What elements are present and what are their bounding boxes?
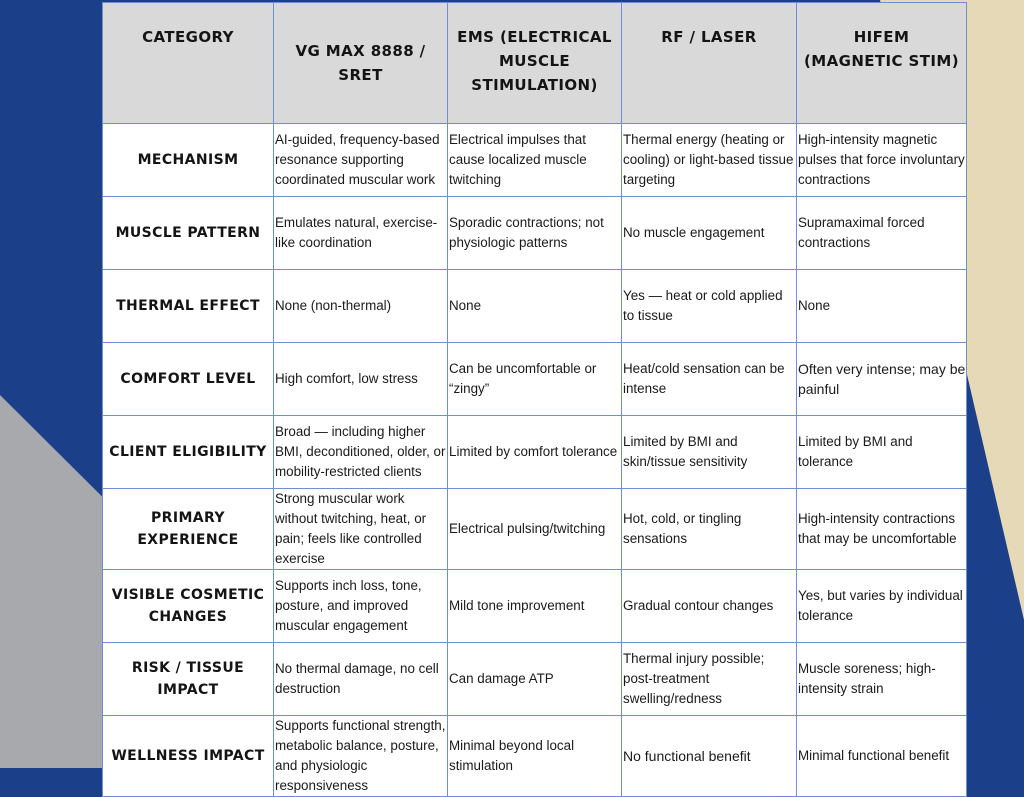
table-cell: High-intensity magnetic pulses that force involuntary contractions	[797, 124, 967, 197]
header-rf-laser: RF / LASER	[622, 3, 797, 124]
table-cell: No thermal damage, no cell destruction	[274, 643, 448, 716]
table-cell: No functional benefit	[622, 716, 797, 797]
table-cell: Minimal functional benefit	[797, 716, 967, 797]
table-cell: Thermal injury possible; post-treatment swelling/redness	[622, 643, 797, 716]
table-cell: High comfort, low stress	[274, 343, 448, 416]
table-cell: Limited by comfort tolerance	[448, 416, 622, 489]
header-ems: EMS (ELECTRICAL MUSCLE STIMULATION)	[448, 3, 622, 124]
header-hifem: HIFEM (MAGNETIC STIM)	[797, 3, 967, 124]
table-cell: Heat/cold sensation can be intense	[622, 343, 797, 416]
row-category: VISIBLE COSMETIC CHANGES	[103, 570, 274, 643]
table-cell: Limited by BMI and tolerance	[797, 416, 967, 489]
table-cell: Supports inch loss, tone, posture, and improved muscular engagement	[274, 570, 448, 643]
row-category: PRIMARY EXPERIENCE	[103, 489, 274, 570]
table-cell: Often very intense; may be painful	[797, 343, 967, 416]
table-cell: Emulates natural, exercise-like coordination	[274, 197, 448, 270]
table-cell: Mild tone improvement	[448, 570, 622, 643]
table-cell: Yes, but varies by individual tolerance	[797, 570, 967, 643]
table-header-row	[103, 3, 967, 124]
table-row	[103, 570, 967, 643]
header-category: CATEGORY	[103, 3, 274, 124]
row-category: RISK / TISSUE IMPACT	[103, 643, 274, 716]
table-cell: AI-guided, frequency-based resonance supporting coordinated muscular work	[274, 124, 448, 197]
table-cell: None (non-thermal)	[274, 270, 448, 343]
row-category: COMFORT LEVEL	[103, 343, 274, 416]
row-category: MECHANISM	[103, 124, 274, 197]
row-category: THERMAL EFFECT	[103, 270, 274, 343]
table-cell: Yes — heat or cold applied to tissue	[622, 270, 797, 343]
comparison-table	[102, 2, 967, 797]
table-row	[103, 416, 967, 489]
table-row	[103, 270, 967, 343]
table-cell: No muscle engagement	[622, 197, 797, 270]
row-category: CLIENT ELIGIBILITY	[103, 416, 274, 489]
table-cell: Sporadic contractions; not physiologic patterns	[448, 197, 622, 270]
table-cell: Limited by BMI and skin/tissue sensitivity	[622, 416, 797, 489]
row-category: WELLNESS IMPACT	[103, 716, 274, 797]
table-cell: Electrical pulsing/twitching	[448, 489, 622, 570]
table-row	[103, 343, 967, 416]
table-row	[103, 489, 967, 570]
header-vg-max: VG MAX 8888 / SRET	[274, 3, 448, 124]
table-cell: Strong muscular work without twitching, heat, or pain; feels like controlled exercise	[274, 489, 448, 570]
table-cell: None	[448, 270, 622, 343]
table-cell: Thermal energy (heating or cooling) or light-based tissue targeting	[622, 124, 797, 197]
table-cell: Supports functional strength, metabolic balance, posture, and physiologic responsiveness	[274, 716, 448, 797]
table-cell: Minimal beyond local stimulation	[448, 716, 622, 797]
table-cell: Gradual contour changes	[622, 570, 797, 643]
table-cell: High-intensity contractions that may be uncomfortable	[797, 489, 967, 570]
table-row	[103, 643, 967, 716]
table-cell: Electrical impulses that cause localized muscle twitching	[448, 124, 622, 197]
row-category: MUSCLE PATTERN	[103, 197, 274, 270]
table-row	[103, 716, 967, 797]
table-row	[103, 124, 967, 197]
table-cell: Can damage ATP	[448, 643, 622, 716]
table-cell: Can be uncomfortable or “zingy”	[448, 343, 622, 416]
table-cell: Broad — including higher BMI, deconditioned, older, or mobility-restricted clients	[274, 416, 448, 489]
table-row	[103, 197, 967, 270]
table-cell: Hot, cold, or tingling sensations	[622, 489, 797, 570]
table-cell: None	[797, 270, 967, 343]
table-cell: Muscle soreness; high-intensity strain	[797, 643, 967, 716]
table-cell: Supramaximal forced contractions	[797, 197, 967, 270]
